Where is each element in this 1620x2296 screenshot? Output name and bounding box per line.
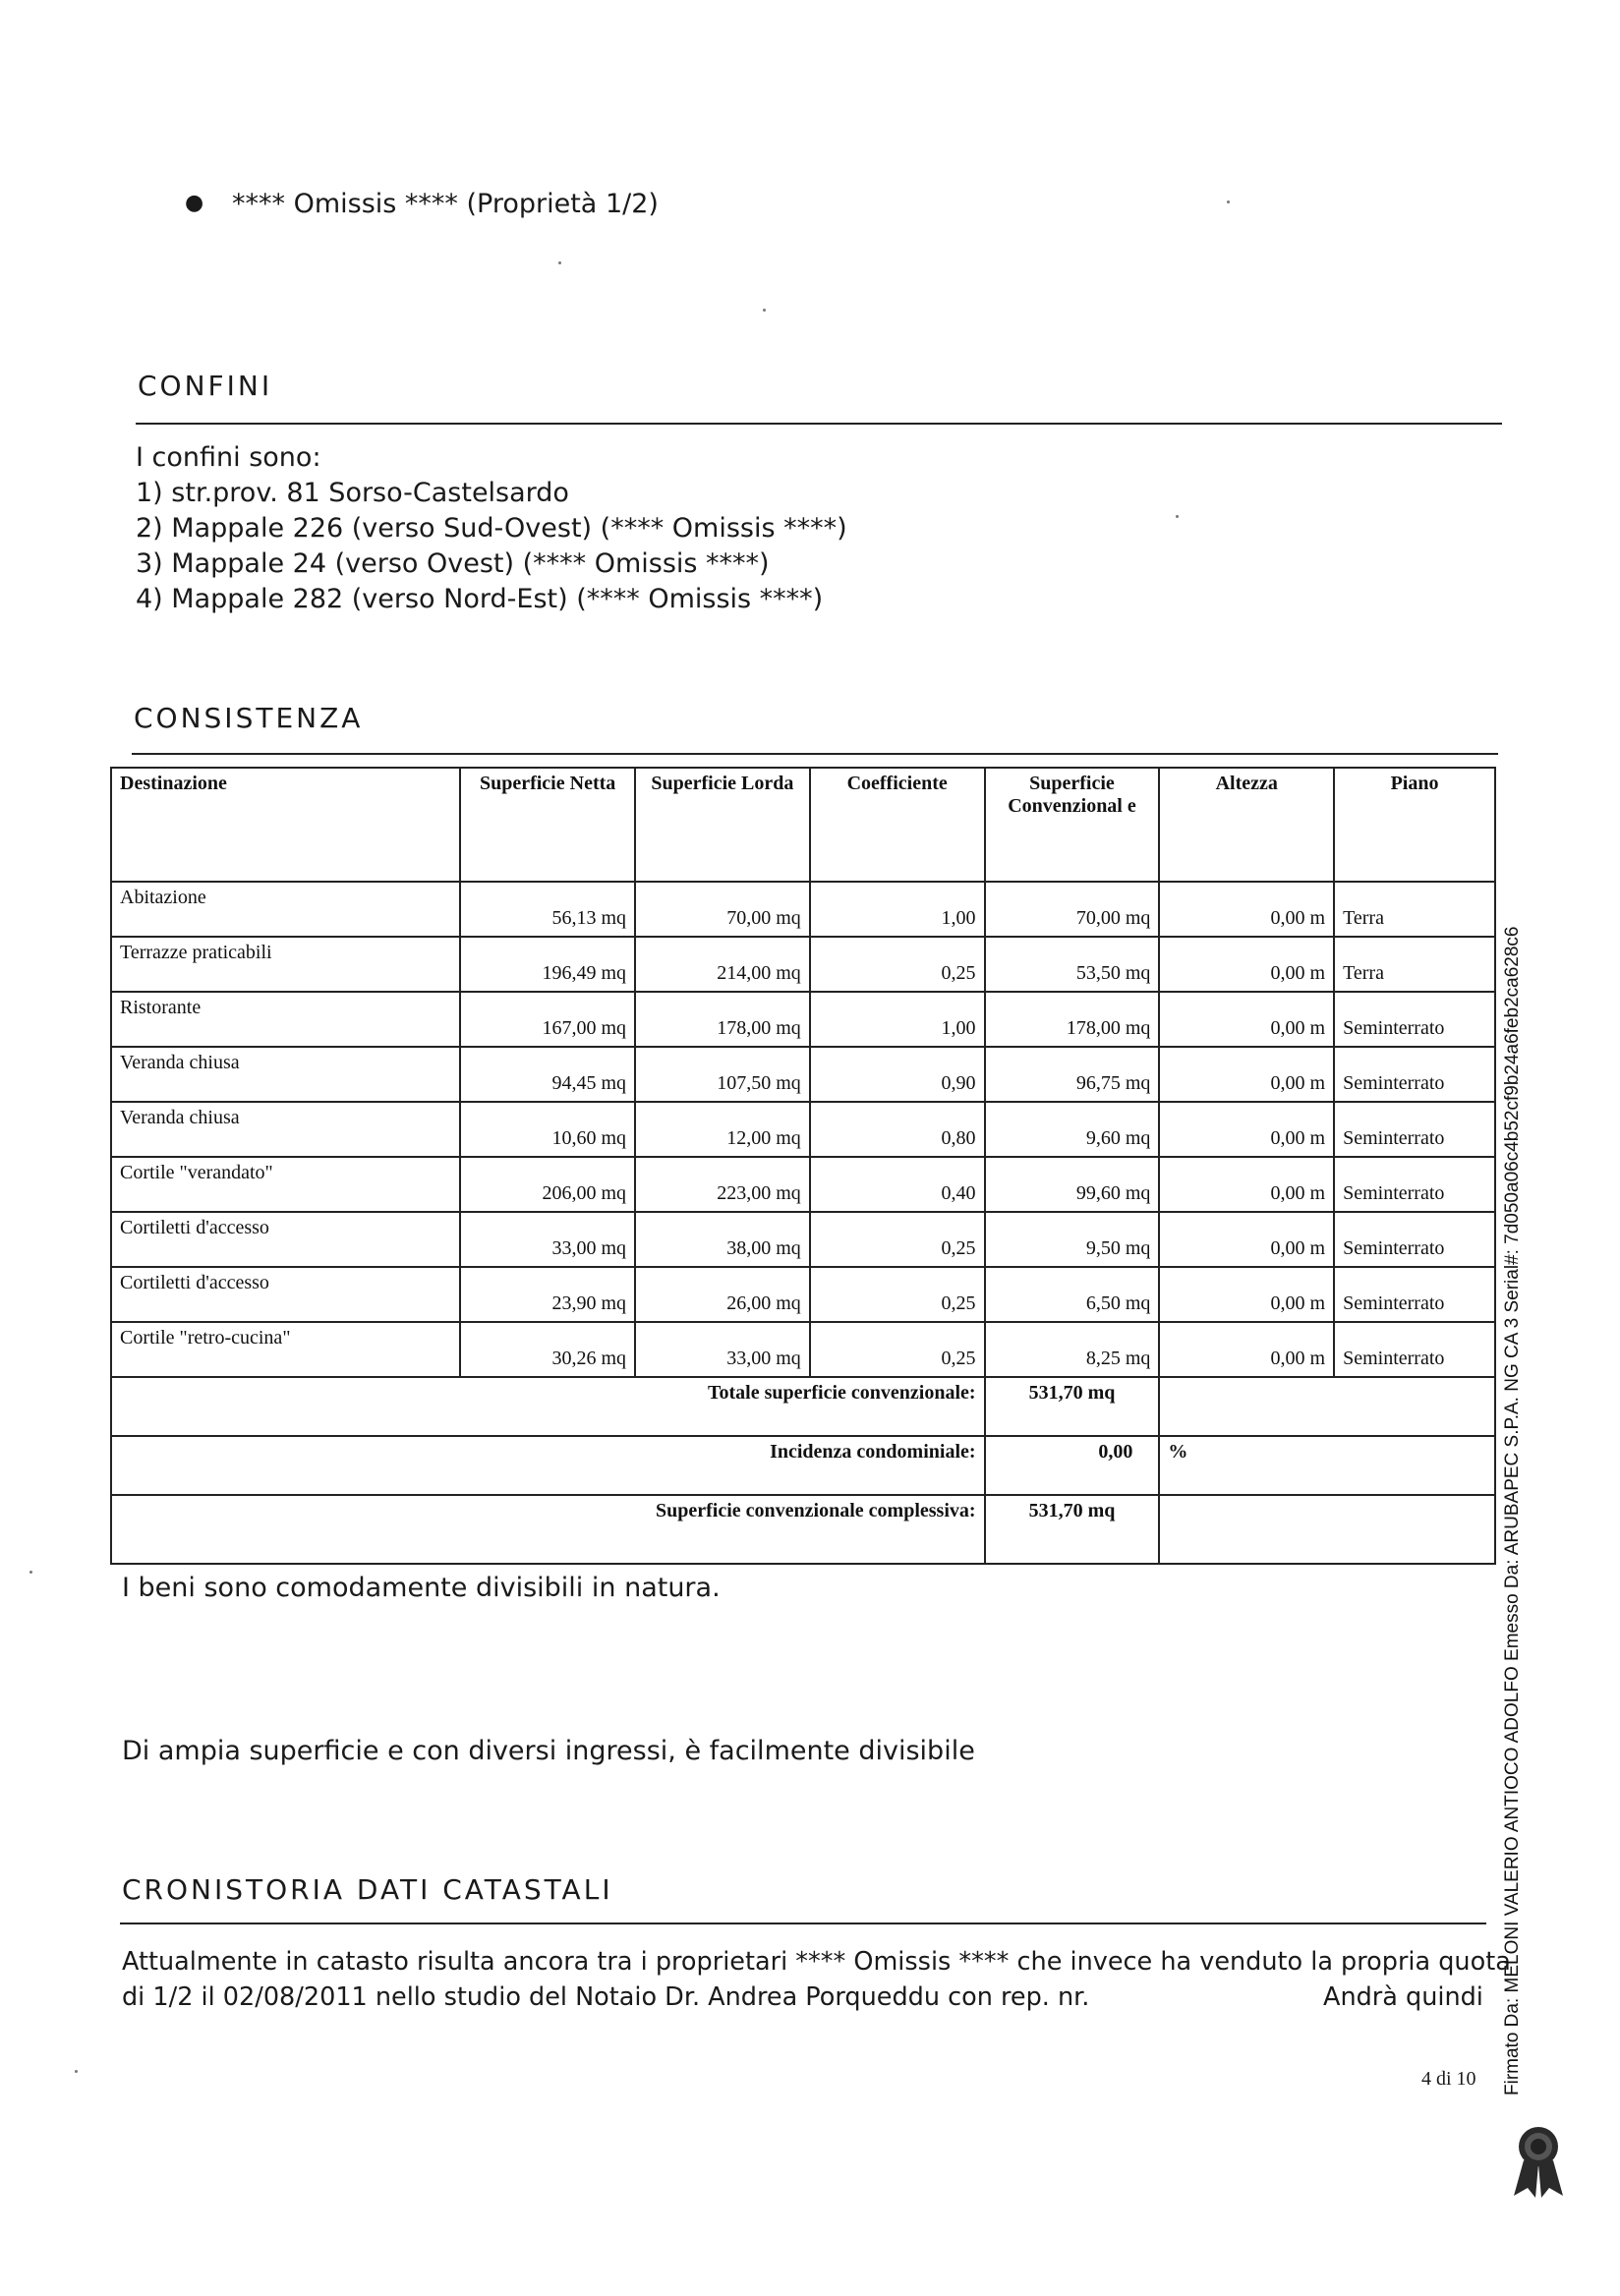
empty-cell — [1159, 1495, 1495, 1564]
table-header-row — [111, 768, 1495, 882]
table-cell: 9,60 mq — [985, 1102, 1160, 1157]
confini-item-4: 4) Mappale 282 (verso Nord-Est) (**** Omissis ****) — [136, 584, 824, 614]
page-number: 4 di 10 — [1421, 2068, 1476, 2090]
table-row — [111, 1102, 1495, 1157]
table-cell: Cortiletti d'accesso — [111, 1212, 460, 1267]
table-cell: 178,00 mq — [635, 992, 810, 1047]
empty-cell — [1159, 1377, 1495, 1436]
incidenza-label: Incidenza condominiale: — [111, 1436, 985, 1495]
scan-speck — [1176, 515, 1179, 518]
table-cell: 1,00 — [810, 992, 985, 1047]
confini-intro: I confini sono: — [136, 442, 321, 473]
column-header: Piano — [1334, 768, 1495, 882]
table-cell: 30,26 mq — [460, 1322, 635, 1377]
table-cell: Cortiletti d'accesso — [111, 1267, 460, 1322]
table-cell: 26,00 mq — [635, 1267, 810, 1322]
complessiva-label: Superficie convenzionale complessiva: — [111, 1495, 985, 1564]
column-header: Superficie Netta — [460, 768, 635, 882]
scan-speck — [75, 2070, 78, 2073]
table-cell: Terra — [1334, 937, 1495, 992]
table-cell: 214,00 mq — [635, 937, 810, 992]
section-rule — [120, 1923, 1486, 1924]
table-cell: 107,50 mq — [635, 1047, 810, 1102]
section-rule — [132, 753, 1498, 755]
table-row — [111, 1322, 1495, 1377]
totale-value: 531,70 mq — [985, 1377, 1160, 1436]
table-row — [111, 992, 1495, 1047]
section-rule — [136, 423, 1502, 425]
confini-item-1: 1) str.prov. 81 Sorso-Castelsardo — [136, 478, 569, 508]
table-cell: 12,00 mq — [635, 1102, 810, 1157]
table-cell: Cortile "retro-cucina" — [111, 1322, 460, 1377]
paragraph-divisibili: I beni sono comodamente divisibili in natura. — [122, 1573, 721, 1603]
table-row — [111, 882, 1495, 937]
column-header: Superficie Convenzional e — [985, 768, 1160, 882]
table-cell: 178,00 mq — [985, 992, 1160, 1047]
owner-bullet — [185, 191, 203, 215]
table-cell: 1,00 — [810, 882, 985, 937]
table-cell: 6,50 mq — [985, 1267, 1160, 1322]
bullet-dot-icon: ● — [185, 191, 204, 215]
totale-label: Totale superficie convenzionale: — [111, 1377, 985, 1436]
consistenza-table — [110, 767, 1496, 1565]
section-title-consistenza: CONSISTENZA — [134, 702, 364, 734]
table-row — [111, 937, 1495, 992]
table-cell: 0,25 — [810, 937, 985, 992]
table-cell: Seminterrato — [1334, 1267, 1495, 1322]
table-cell: 0,00 m — [1159, 937, 1334, 992]
table-cell: 0,00 m — [1159, 1102, 1334, 1157]
table-cell: 0,80 — [810, 1102, 985, 1157]
table-cell: 0,00 m — [1159, 992, 1334, 1047]
scan-speck — [763, 309, 766, 312]
scan-speck — [1227, 201, 1230, 203]
table-cell: 94,45 mq — [460, 1047, 635, 1102]
table-cell: 167,00 mq — [460, 992, 635, 1047]
table-cell: 70,00 mq — [635, 882, 810, 937]
table-cell: 0,25 — [810, 1212, 985, 1267]
table-cell: 0,00 m — [1159, 882, 1334, 937]
table-cell: Seminterrato — [1334, 1047, 1495, 1102]
table-cell: Abitazione — [111, 882, 460, 937]
totals-row — [111, 1495, 1495, 1564]
incidenza-unit: % — [1159, 1436, 1495, 1495]
cronistoria-line-2-end: Andrà quindi — [1323, 1982, 1483, 2012]
cronistoria-line-1: Attualmente in catasto risulta ancora tra i proprietari **** Omissis **** che invece ha venduto la propria quota — [122, 1947, 1511, 1977]
section-title-confini: CONFINI — [138, 370, 273, 402]
table-cell: Seminterrato — [1334, 1322, 1495, 1377]
table-cell: 99,60 mq — [985, 1157, 1160, 1212]
table-cell: 96,75 mq — [985, 1047, 1160, 1102]
confini-item-2: 2) Mappale 226 (verso Sud-Ovest) (**** Omissis ****) — [136, 513, 847, 544]
complessiva-value: 531,70 mq — [985, 1495, 1160, 1564]
confini-item-3: 3) Mappale 24 (verso Ovest) (**** Omissis ****) — [136, 548, 770, 579]
table-cell: Ristorante — [111, 992, 460, 1047]
table-cell: 10,60 mq — [460, 1102, 635, 1157]
scan-speck — [29, 1571, 32, 1574]
table-row — [111, 1267, 1495, 1322]
table-cell: Veranda chiusa — [111, 1047, 460, 1102]
table-cell: 0,40 — [810, 1157, 985, 1212]
table-cell: 206,00 mq — [460, 1157, 635, 1212]
table-cell: 23,90 mq — [460, 1267, 635, 1322]
table-cell: 8,25 mq — [985, 1322, 1160, 1377]
table-cell: Seminterrato — [1334, 1102, 1495, 1157]
column-header: Coefficiente — [810, 768, 985, 882]
table-cell: 0,25 — [810, 1267, 985, 1322]
table-cell: 0,00 m — [1159, 1267, 1334, 1322]
table-row — [111, 1047, 1495, 1102]
table-cell: Seminterrato — [1334, 1212, 1495, 1267]
column-header: Destinazione — [111, 768, 460, 882]
table-cell: 33,00 mq — [635, 1322, 810, 1377]
scan-speck — [558, 261, 561, 264]
table-cell: 0,00 m — [1159, 1157, 1334, 1212]
table-cell: Terrazze praticabili — [111, 937, 460, 992]
paragraph-ampia: Di ampia superficie e con diversi ingressi, è facilmente divisibile — [122, 1736, 975, 1766]
table-cell: Veranda chiusa — [111, 1102, 460, 1157]
section-title-cronistoria: CRONISTORIA DATI CATASTALI — [122, 1873, 613, 1906]
totals-row — [111, 1436, 1495, 1495]
table-cell: Cortile "verandato" — [111, 1157, 460, 1212]
table-cell: 223,00 mq — [635, 1157, 810, 1212]
table-cell: 70,00 mq — [985, 882, 1160, 937]
table-cell: 38,00 mq — [635, 1212, 810, 1267]
table-cell: 0,90 — [810, 1047, 985, 1102]
seal-ribbon-icon — [1504, 2121, 1573, 2198]
incidenza-value: 0,00 — [985, 1436, 1160, 1495]
table-cell: Seminterrato — [1334, 1157, 1495, 1212]
column-header: Superficie Lorda — [635, 768, 810, 882]
table-cell: Seminterrato — [1334, 992, 1495, 1047]
table-cell: 0,00 m — [1159, 1212, 1334, 1267]
table-row — [111, 1212, 1495, 1267]
column-header: Altezza — [1159, 768, 1334, 882]
digital-signature-text: Firmato Da: MELONI VALERIO ANTIOCO ADOLFO Emesso Da: ARUBAPEC S.P.A. NG CA 3 Serial#: 7d050a06c4b52cf9b24a6feb2ca628c6 — [1502, 926, 1523, 2095]
table-cell: 9,50 mq — [985, 1212, 1160, 1267]
table-cell: 0,00 m — [1159, 1322, 1334, 1377]
table-cell: 0,00 m — [1159, 1047, 1334, 1102]
table-cell: 0,25 — [810, 1322, 985, 1377]
table-row — [111, 1157, 1495, 1212]
cronistoria-line-2: di 1/2 il 02/08/2011 nello studio del Notaio Dr. Andrea Porqueddu con rep. nr. — [122, 1982, 1090, 2012]
owner-text: **** Omissis **** (Proprietà 1/2) — [232, 189, 659, 219]
table-cell: 56,13 mq — [460, 882, 635, 937]
table-cell: Terra — [1334, 882, 1495, 937]
table-cell: 33,00 mq — [460, 1212, 635, 1267]
totals-row — [111, 1377, 1495, 1436]
table-cell: 196,49 mq — [460, 937, 635, 992]
table-cell: 53,50 mq — [985, 937, 1160, 992]
